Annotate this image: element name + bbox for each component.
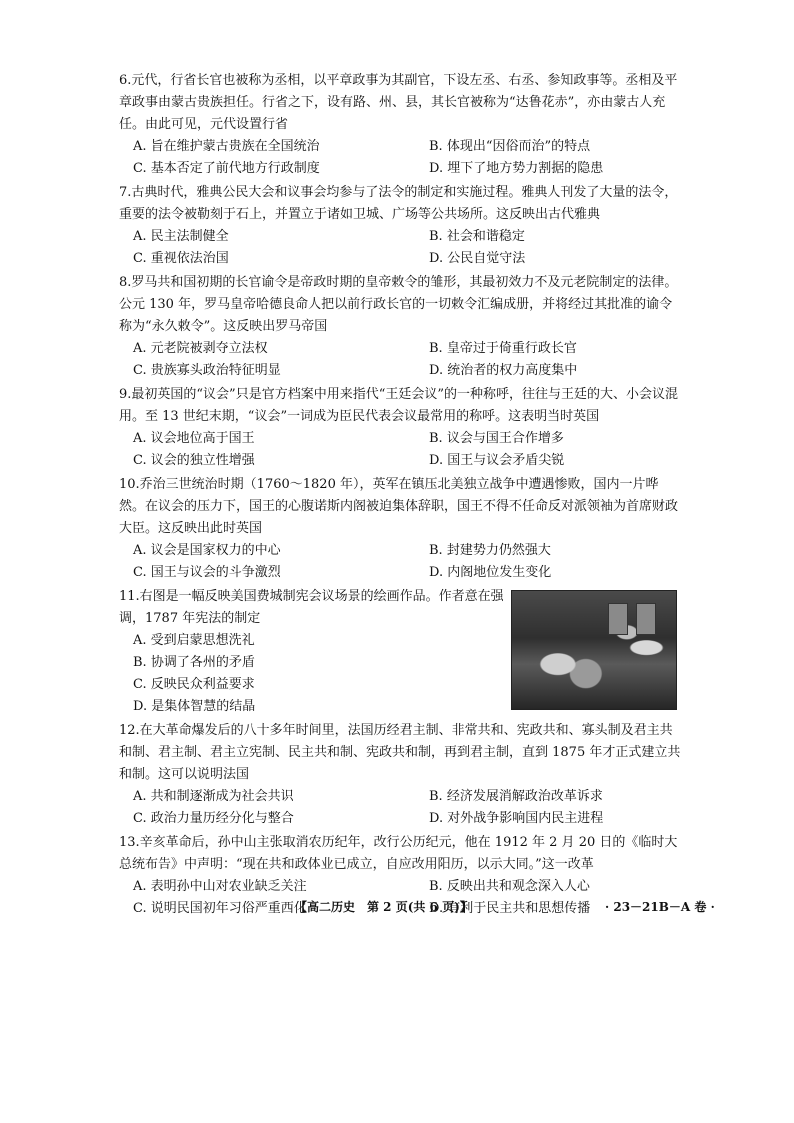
question-8 <box>119 272 684 382</box>
option-d: D. 公民自觉守法 <box>429 251 526 266</box>
option-c: C. 说明民国初年习俗严重西化 <box>133 901 307 916</box>
option-a: A. 议会是国家权力的中心 <box>133 543 281 558</box>
question-text: 12.在大革命爆发后的八十多年时间里，法国历经君主制、非常共和、宪政共和、寡头制及君主共和制、君主制、君主立宪制、民主共和制、宪政共和制，再到君主制，直到 1875 年才正式建立共和制。这可以说明法国 <box>119 723 681 782</box>
painting-window <box>636 603 656 635</box>
option-d: D. 有利于民主共和思想传播 <box>429 901 591 916</box>
question-text: 9.最初英国的“议会”只是官方档案中用来指代“王廷会议”的一种称呼，往往与王廷的大、小会议混用。至 13 世纪末期，“议会”一词成为臣民代表会议最常用的称呼。这表明当时英国 <box>119 387 678 424</box>
question-11 <box>119 586 684 718</box>
option-b: B. 社会和谐稳定 <box>429 229 525 244</box>
option-a: A. 受到启蒙思想洗礼 <box>133 633 255 648</box>
option-b: B. 议会与国王合作增多 <box>429 431 564 446</box>
options <box>119 786 684 830</box>
question-text: 10.乔治三世统治时期（1760～1820 年），英军在镇压北美独立战争中遭遇惨败，国内一片哗然。在议会的压力下，国王的心腹诺斯内阁被迫集体辞职，国王不得不任命反对派领袖为首席财政大臣。这反映出此时英国 <box>119 477 679 536</box>
option-d: D. 国王与议会矛盾尖锐 <box>429 453 565 468</box>
option-c: C. 基本否定了前代地方行政制度 <box>133 161 320 176</box>
question-list <box>119 70 684 922</box>
option-b: B. 反映出共和观念深入人心 <box>429 879 590 894</box>
constitutional-convention-painting <box>511 590 677 710</box>
question-7 <box>119 182 684 270</box>
footer-page-info: 【高二历史 第 2 页(共 6 页)】 <box>295 900 472 914</box>
option-a: A. 元老院被剥夺立法权 <box>133 341 268 356</box>
option-a: A. 旨在维护蒙古贵族在全国统治 <box>133 139 320 154</box>
option-d: D. 内阁地位发生变化 <box>429 565 552 580</box>
option-a: A. 共和制逐渐成为社会共识 <box>133 789 294 804</box>
options <box>119 428 684 472</box>
question-text: 11.右图是一幅反映美国费城制宪会议场景的绘画作品。作者意在强调，1787 年宪法的制定 <box>119 589 504 626</box>
options <box>119 226 684 270</box>
option-c: C. 贵族寡头政治特征明显 <box>133 363 281 378</box>
question-text: 13.辛亥革命后，孙中山主张取消农历纪年，改行公历纪元，他在 1912 年 2 月 20 日的《临时大总统布告》中声明：“现在共和政体业已成立，自应改用阳历，以示大同。”这一改革 <box>119 835 678 872</box>
question-text: 8.罗马共和国初期的长官谕令是帝政时期的皇帝敕令的雏形，其最初效力不及元老院制定的法律。公元 130 年，罗马皇帝哈德良命人把以前行政长官的一切敕令汇编成册，并将经过其批准的谕令称为“永久敕令”。这反映出罗马帝国 <box>119 275 678 334</box>
option-c: C. 重视依法治国 <box>133 251 229 266</box>
option-b: B. 体现出“因俗而治”的特点 <box>429 139 591 154</box>
option-a: A. 民主法制健全 <box>133 229 229 244</box>
option-a: A. 议会地位高于国王 <box>133 431 255 446</box>
options <box>119 338 684 382</box>
option-a: A. 表明孙中山对农业缺乏关注 <box>133 879 307 894</box>
option-d: D. 埋下了地方势力割据的隐患 <box>429 161 604 176</box>
option-c: C. 反映民众利益要求 <box>133 677 255 692</box>
options <box>119 136 684 180</box>
option-b: B. 皇帝过于倚重行政长官 <box>429 341 577 356</box>
option-d: D. 统治者的权力高度集中 <box>429 363 578 378</box>
option-b: B. 经济发展消解政治改革诉求 <box>429 789 603 804</box>
option-b: B. 封建势力仍然强大 <box>429 543 551 558</box>
question-6 <box>119 70 684 180</box>
question-10 <box>119 474 684 584</box>
option-d: D. 是集体智慧的结晶 <box>133 699 256 714</box>
option-d: D. 对外战争影响国内民主进程 <box>429 811 604 826</box>
options <box>119 540 684 584</box>
footer-paper-code: · 23－21B－A 卷 · <box>605 900 715 914</box>
option-c: C. 国王与议会的斗争激烈 <box>133 565 281 580</box>
question-text: 7.古典时代，雅典公民大会和议事会均参与了法令的制定和实施过程。雅典人刊发了大量的法令，重要的法令被勒刻于石上，并置立于诸如卫城、广场等公共场所。这反映出古代雅典 <box>119 185 678 222</box>
question-12 <box>119 720 684 830</box>
question-9 <box>119 384 684 472</box>
option-b: B. 协调了各州的矛盾 <box>133 655 255 670</box>
option-c: C. 议会的独立性增强 <box>133 453 255 468</box>
option-c: C. 政治力量历经分化与整合 <box>133 811 294 826</box>
painting-window <box>608 603 628 635</box>
question-text: 6.元代，行省长官也被称为丞相，以平章政事为其副官，下设左丞、右丞、参知政事等。丞相及平章政事由蒙古贵族担任。行省之下，设有路、州、县，其长官被称为“达鲁花赤”，亦由蒙古人充任。由此可见，元代设置行省 <box>119 73 678 132</box>
